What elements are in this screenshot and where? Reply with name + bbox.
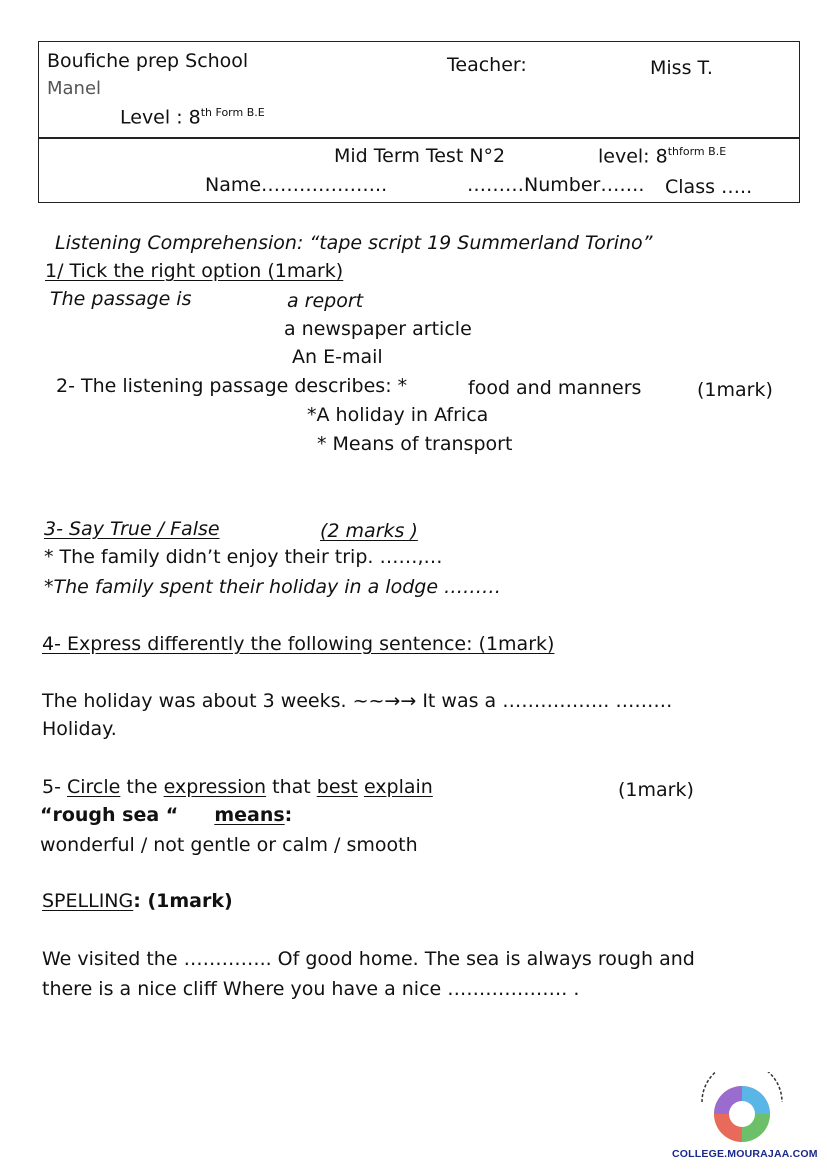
listening-title: Listening Comprehension: “tape script 19 Summerland Torino” [55, 232, 653, 254]
q5-means: means [214, 804, 285, 826]
q5-word-circle: Circle [66, 776, 121, 798]
q5-word-explain: explain [363, 776, 433, 798]
q5-prefix: 5- [42, 776, 67, 798]
q3-title: 3- Say True / False [44, 518, 220, 540]
q5-text-that: that [266, 776, 317, 798]
name-field: Name……………….. [205, 174, 388, 196]
level-line [120, 106, 265, 128]
spelling-title: SPELLING [42, 890, 134, 912]
school-name: Boufiche prep School [47, 50, 249, 72]
q5-title [42, 776, 433, 798]
q5-word-expression: expression [163, 776, 267, 798]
site-logo-icon [672, 1072, 812, 1147]
q1-option-2: a newspaper article [284, 318, 472, 340]
q2-option-3: * Means of transport [317, 433, 513, 455]
test-title: Mid Term Test N°2 [334, 145, 506, 167]
spelling-mark: : (1mark) [133, 890, 233, 912]
q3-item-1: * The family didn’t enjoy their trip. ……,… [44, 546, 443, 568]
class-field: Class ….. [665, 176, 753, 198]
teacher-label: Teacher: [447, 54, 527, 76]
q5-colon: : [284, 804, 293, 826]
q1-option-1: a report [287, 290, 364, 312]
spelling-line-2: there is a nice cliff Where you have a nice ………………. . [42, 978, 580, 1000]
level-sup: th Form B.E [200, 106, 265, 119]
level2-sup: thform B.E [667, 145, 727, 158]
level2-label: level: 8 [598, 145, 668, 168]
q5-options: wonderful / not gentle or calm / smooth [40, 834, 418, 856]
spelling-line-1: We visited the ………….. Of good home. The sea is always rough and [42, 948, 695, 970]
q5-word-best: best [316, 776, 358, 798]
level2-line [598, 145, 726, 167]
q4-line-2: Holiday. [42, 718, 117, 740]
q2-option-1: food and manners [468, 377, 642, 399]
q2-option-2: *A holiday in Africa [307, 404, 489, 426]
q1-stem: The passage is [50, 288, 192, 310]
q3-item-2: *The family spent their holiday in a lodge ……… [44, 576, 502, 598]
teacher-name: Miss T. [650, 57, 713, 79]
q3-mark: (2 marks ) [320, 520, 418, 542]
site-logo [672, 1072, 818, 1167]
q4-line-1: The holiday was about 3 weeks. ~~→→ It was a …………….. ……… [42, 690, 673, 712]
level-label: Level : 8 [120, 106, 201, 129]
q4-title: 4- Express differently the following sentence: (1mark) [42, 633, 555, 655]
q1-title: 1/ Tick the right option (1mark) [45, 260, 344, 282]
q1-option-3: An E-mail [292, 346, 383, 368]
q5-text-the: the [120, 776, 164, 798]
q5-mark: (1mark) [618, 779, 694, 801]
spelling-title-line [42, 890, 233, 912]
q2-mark: (1mark) [697, 379, 773, 401]
teacher-name-continued: Manel [47, 78, 102, 99]
q5-phrase: “rough sea “ [40, 804, 179, 826]
number-field: ………Number……. [467, 174, 645, 196]
site-url: COLLEGE.MOURAJAA.COM [672, 1148, 818, 1160]
q2-stem: 2- The listening passage describes: * [56, 375, 408, 397]
q5-phrase-line [40, 804, 292, 826]
